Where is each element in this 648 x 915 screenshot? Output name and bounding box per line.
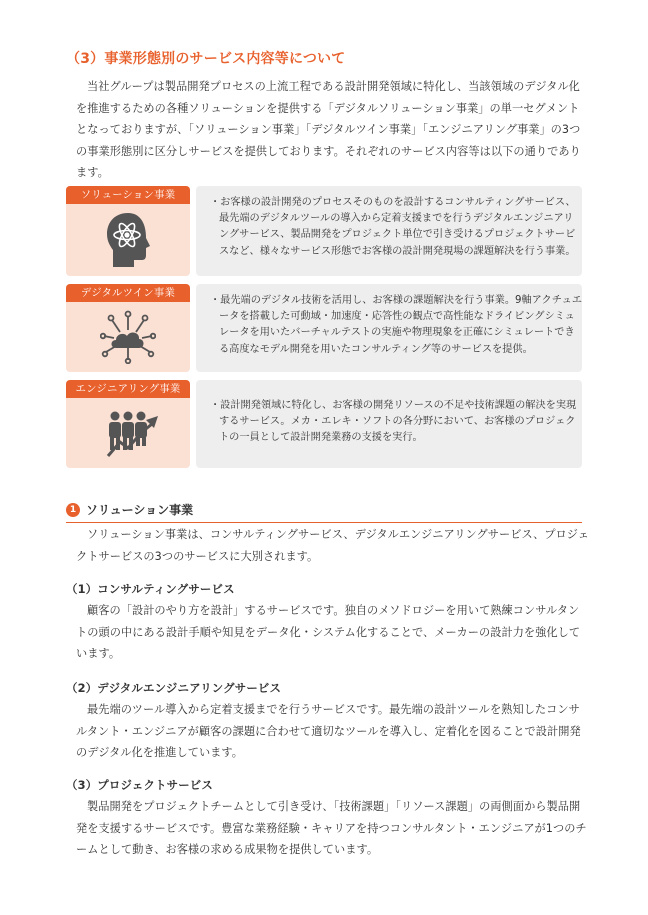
business-row-digital-twin bbox=[66, 284, 582, 372]
business-label: デジタルツイン事業 bbox=[66, 284, 190, 302]
number-badge: 1 bbox=[66, 503, 80, 517]
service-body: 顧客の「設計のやり方を設計」するサービスです。独自のメソドロジーを用いて熟練コンサルタントの頭の中にある設計手順や知見をデータ化・システム化することで、メーカーの設計力を強化しています。 bbox=[76, 604, 581, 660]
subsection-intro: ソリューション事業は、コンサルティングサービス、デジタルエンジニアリングサービス、プロジェクトサービスの3つのサービスに大別されます。 bbox=[76, 528, 590, 563]
subsection-title: ソリューション事業 bbox=[86, 503, 194, 517]
business-description-panel bbox=[196, 284, 582, 372]
section-title: （3）事業形態別のサービス内容等について bbox=[66, 51, 346, 67]
service-heading: （1）コンサルティングサービス bbox=[66, 582, 235, 596]
service-heading: （3）プロジェクトサービス bbox=[66, 778, 213, 792]
service-heading: （2）デジタルエンジニアリングサービス bbox=[66, 681, 282, 695]
team-growth-icon bbox=[106, 406, 160, 458]
business-label: エンジニアリング事業 bbox=[66, 380, 190, 398]
business-label-panel bbox=[66, 380, 190, 468]
service-body: 最先端のツール導入から定着支援までを行うサービスです。最先端の設計ツールを熟知したコンサルタント・エンジニアが顧客の課題に合わせて適切なツールを導入し、定着化を図ることで設計開発のデジタル化を推進しています。 bbox=[76, 703, 581, 759]
cloud-network-icon bbox=[100, 308, 156, 364]
business-description: ・設計開発領域に特化し、お客様の開発リソースの不足や技術課題の解決を実現するサービス。メカ・エレキ・ソフトの各分野において、お客様のプロジェクトの一員として設計開発業務の支援を実行。 bbox=[210, 400, 577, 444]
section-intro: 当社グループは製品開発プロセスの上流工程である設計開発領域に特化し、当該領域のデジタル化を推進するための各種ソリューションを提供する「デジタルソリューション事業」の単一セグメントとなっておりますが、「ソリューション事業」「デジタルツイン事業」「エンジニアリング事業」の3つの事業形態別に区分しサービスを提供しております。それぞれのサービス内容等は以下の通りであります。 bbox=[76, 80, 581, 179]
business-label-panel bbox=[66, 186, 190, 276]
subsection-heading bbox=[66, 500, 582, 523]
business-label-panel bbox=[66, 284, 190, 372]
business-row-solution bbox=[66, 186, 582, 276]
business-row-engineering bbox=[66, 380, 582, 468]
business-label: ソリューション事業 bbox=[66, 186, 190, 204]
service-body: 製品開発をプロジェクトチームとして引き受け、「技術課題」「リソース課題」の両側面から製品開発を支援するサービスです。豊富な業務経験・キャリアを持つコンサルタント・エンジニアが1つのチームとして動き、お客様の求める成果物を提供しています。 bbox=[76, 800, 587, 856]
head-atom-icon bbox=[102, 210, 154, 270]
business-description-panel bbox=[196, 380, 582, 468]
business-description: ・お客様の設計開発のプロセスそのものを設計するコンサルティングサービス、最先端のデジタルツールの導入から定着支援までを行うデジタルエンジニアリングサービス、製品開発をプロジェクト単位で引き受けるプロジェクトサービスなど、様々なサービス形態でお客様の設計開発現場の課題解決を行う事業。 bbox=[210, 197, 576, 257]
business-description-panel bbox=[196, 186, 582, 276]
business-description: ・最先端のデジタル技術を活用し、お客様の課題解決を行う事業。9軸アクチュエータを搭載した可動域・加速度・応答性の観点で高性能なドライビングシミュレータを用いたバーチャルテストの実施や物理現象を正確にシミュレートできる高度なモデル開発を用いたコンサルティング等のサービスを提供。 bbox=[210, 295, 583, 355]
